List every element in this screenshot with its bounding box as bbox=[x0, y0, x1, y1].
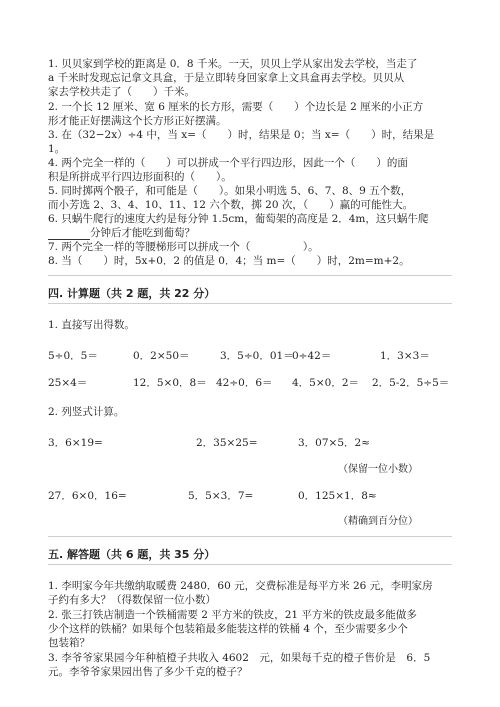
text-line: 1. 贝贝家到学校的距离是 0．8 千米。一天，贝贝上学从家出发去学校，当走了 bbox=[48, 58, 418, 70]
rounding-note: （保留一位小数） bbox=[338, 464, 418, 475]
section-divider bbox=[48, 536, 452, 537]
text-line: 分钟后才能吃到葡萄？ bbox=[48, 227, 195, 239]
text-line: 元。李爷爷家果园出售了多少千克的橙子？ bbox=[48, 666, 248, 678]
math-item: 12．5×0．8＝ bbox=[133, 377, 207, 389]
question-title: 2. 列竖式计算。 bbox=[48, 406, 125, 418]
text-line: 6. 只蜗牛爬行的速度大约是每分钟 1.5cm，葡萄架的高度是 2．4m，这只蜗牛爬 bbox=[48, 213, 429, 225]
text-line: 1。 bbox=[48, 143, 66, 155]
math-item: 0．125×1．8≈ bbox=[298, 490, 377, 502]
text-line: 家去学校共走了（ ）千米。 bbox=[48, 86, 195, 98]
text-line: 少个这样的铁桶？如果每个包装箱最多能装这样的铁桶 4 个，至少需要多少个 bbox=[48, 623, 408, 635]
text-line: a 千米时发现忘记拿文具盒，于是立即转身回家拿上文具盒再去学校。贝贝从 bbox=[48, 72, 405, 84]
math-item: 5÷0．5＝ bbox=[48, 350, 98, 362]
text-line: 5. 同时掷两个骰子，和可能是（ ）。如果小明选 5、6、7、8、9 五个数， bbox=[48, 185, 412, 197]
section-divider bbox=[48, 303, 452, 304]
text-line: 2. 张三打铁店制造一个铁桶需要 2 平方米的铁皮，21 平方米的铁皮最多能做多 bbox=[48, 609, 417, 621]
math-item: 2．5-2．5÷5＝ bbox=[372, 377, 450, 389]
text-line: 形才能正好摆满这个长方形正好摆满。 bbox=[48, 115, 227, 127]
section-heading: 五. 解答题（共 6 题，共 35 分） bbox=[48, 548, 216, 561]
text-line: 子约有多大？（得数保留一位小数） bbox=[48, 594, 216, 606]
text-line: 8. 当（ ）时，5x+0．2 的值是 0．4；当 m=（ ）时，2m=m+2。 bbox=[48, 255, 410, 267]
math-item: 25×4＝ bbox=[48, 377, 88, 389]
math-item: 3．07×5．2≈ bbox=[298, 437, 370, 449]
text-line: 而小芳选 2、3、4、10、11、12 六个数，掷 20 次，（ ）赢的可能性大。 bbox=[48, 199, 414, 211]
math-item: 3．6×19= bbox=[48, 437, 103, 449]
text-line: 积是所拼成平行四边形面积的（ ）。 bbox=[48, 171, 232, 183]
rounding-note: （精确到百分位） bbox=[338, 516, 418, 527]
math-item: 2．35×25= bbox=[196, 437, 258, 449]
text-line: 1. 李明家今年共缴纳取暖费 2480．60 元，交费标准是每平方米 26 元，李明家房 bbox=[48, 580, 433, 592]
text-line: 2. 一个长 12 厘米、宽 6 厘米的长方形，需要（ ）个边长是 2 厘米的小正方 bbox=[48, 101, 424, 113]
section-heading: 四. 计算题（共 2 题，共 22 分） bbox=[48, 287, 216, 300]
math-item: 1．3×3＝ bbox=[380, 350, 430, 362]
math-item: 4．5×0．2＝ bbox=[292, 377, 360, 389]
text-line: 7. 两个完全一样的等腰梯形可以拼成一个（ ）。 bbox=[48, 241, 319, 253]
math-item: 0÷42＝ bbox=[292, 350, 332, 362]
text-line: 3. 李爷爷家果园今年种植橙子共收入 4602 元，如果每千克的橙子售价是 6．5 bbox=[48, 652, 431, 664]
math-item: 27．6×0．16= bbox=[48, 490, 127, 502]
text-line: 包装箱？ bbox=[48, 637, 90, 649]
text-line: 4. 两个完全一样的（ ）可以拼成一个平行四边形，因此一个（ ）的面 bbox=[48, 157, 408, 169]
math-item: 5．5×3．7= bbox=[188, 490, 254, 502]
section-divider bbox=[48, 564, 452, 565]
math-item: 42÷0．6＝ bbox=[216, 377, 273, 389]
section-divider bbox=[48, 275, 452, 276]
math-item: 0．2×50＝ bbox=[133, 350, 190, 362]
text-line: 3. 在（32−2x）÷4 中，当 x=（ ）时，结果是 0；当 x=（ ）时，结果是 bbox=[48, 129, 435, 141]
question-title: 1. 直接写出得数。 bbox=[48, 319, 135, 331]
math-item: 3．5÷0．01＝ bbox=[220, 350, 294, 362]
